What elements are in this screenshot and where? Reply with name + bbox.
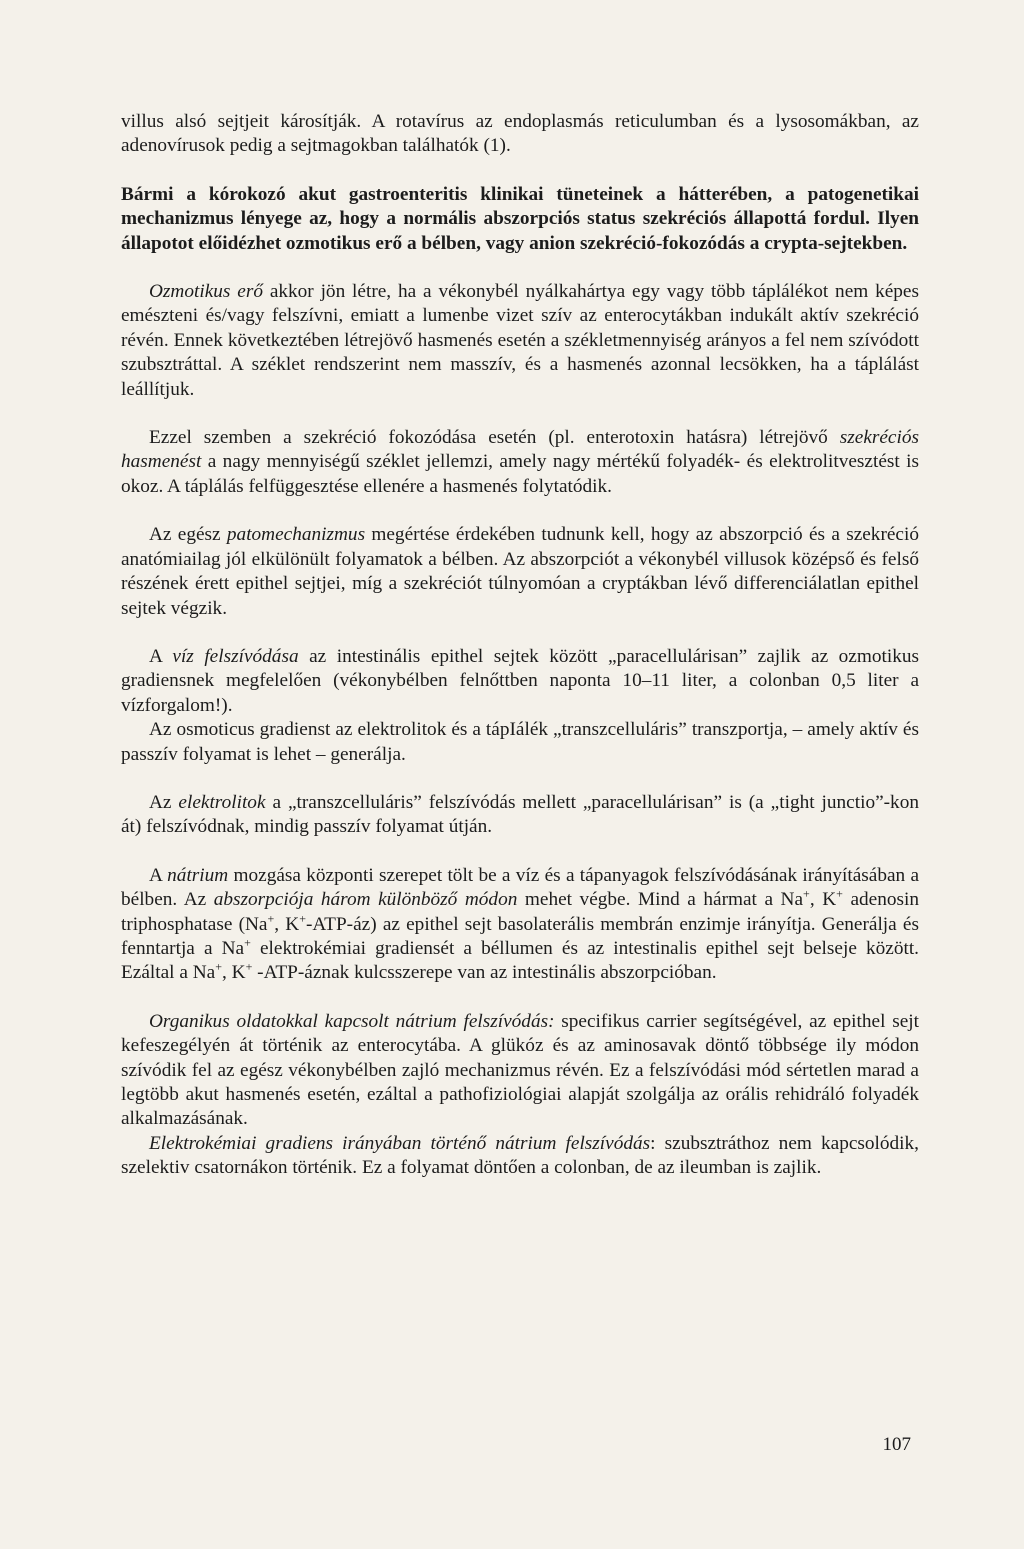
text-segment: , K xyxy=(274,913,300,935)
paragraph-p9 xyxy=(121,864,919,986)
text-segment: A xyxy=(149,645,173,667)
paragraph-p10 xyxy=(121,1010,919,1132)
text-segment: abszorpciója három különböző módon xyxy=(213,889,518,911)
text-segment: nátrium xyxy=(167,864,229,886)
text-segment: akkor jön létre, ha a vékonybél nyálkahártya egy vagy több táplálékot nem képes emészteni és/vagy felszívni, emiatt a lumenbe vizet szív az enterocytákban indukált aktív szekréció révén. Ennek következtében létrejövő hasmenés esetén a székletmennyiség arányos a fel nem szívódott szubsztráttal. A széklet rendszerint nem masszív, és a hasmenés azonnal lecsökken, ha a táplálást leállítjuk. xyxy=(121,281,919,400)
paragraph-p7 xyxy=(121,718,919,767)
text-segment: a nagy mennyiségű széklet jellemzi, amely nagy mértékű folyadék- és elektrolitvesztést is okoz. A táplálás felfüggesztése ellenére a hasmenés folytatódik. xyxy=(121,451,919,497)
text-segment: elektrokémiai gradiensét a béllumen és az intestinalis epithel sejt belseje között. Ezáltal a Na xyxy=(121,937,919,984)
text-segment: + xyxy=(299,911,306,926)
paragraph-p11 xyxy=(121,1132,919,1181)
paragraph-p2 xyxy=(121,183,919,256)
text-segment: elektrolitok xyxy=(178,791,266,813)
text-segment: , K xyxy=(222,962,246,984)
paragraph-p1 xyxy=(121,110,919,159)
text-segment: -ATP-áznak kulcsszerepe van az intestinális abszorpcióban. xyxy=(252,962,717,984)
text-segment: Bármi a kórokozó akut gastroenteritis klinikai tüneteinek a hátterében, a patogenetikai mechanizmus lényege az, hogy a normális abszorpciós status szekréciós állapottá fordul. Ilyen állapotot előidézhet ozmotikus erő a bélben, vagy anion szekréció-fokozódás a crypta-sejtekben. xyxy=(121,183,919,254)
text-segment: + xyxy=(244,935,251,950)
text-segment: adenosin triphosphatase (Na xyxy=(121,889,919,935)
text-segment: Elektrokémiai gradiens irányában történő nátrium felszívódás xyxy=(149,1132,651,1154)
paragraph-p4 xyxy=(121,426,919,499)
text-segment: Ozmotikus erő xyxy=(149,281,263,303)
text-segment: + xyxy=(245,959,253,974)
text-segment: , K xyxy=(809,889,837,911)
text-segment: mehet végbe. Mind a hármat a Na xyxy=(517,889,804,911)
text-segment: Ezzel szemben a szekréció fokozódása esetén (pl. enterotoxin hatásra) létrejövő xyxy=(149,427,840,449)
text-segment: Organikus oldatokkal kapcsolt nátrium felszívódás: xyxy=(149,1010,555,1032)
text-segment: A xyxy=(149,864,168,886)
page-number: 107 xyxy=(882,1434,911,1455)
text-segment: + xyxy=(267,911,275,926)
body-text xyxy=(121,110,919,1181)
paragraph-p3 xyxy=(121,280,919,402)
text-segment: + xyxy=(803,886,810,901)
text-segment: + xyxy=(836,886,843,901)
text-segment: mozgása központi szerepet tölt be a víz és a tápanyagok felszívódásának irányításában a bélben. Az xyxy=(121,864,920,911)
paragraph-p6 xyxy=(121,645,919,718)
text-segment: villus alsó sejtjeit károsítják. A rotavírus az endoplasmás reticulumban és a lysosomákban, az adenovírusok pedig a sejtmagokban találhatók (1). xyxy=(121,111,919,157)
text-segment: + xyxy=(215,959,222,974)
paragraph-p8 xyxy=(121,791,919,840)
text-segment: az intestinális epithel sejtek között „paracellulárisan” zajlik az ozmotikus gradiensnek megfelelően (vékonybélben felnőttben naponta 10–11 liter, a colonban 0,5 liter a vízforgalom!). xyxy=(121,645,920,716)
text-segment: patomechanizmus xyxy=(226,524,366,546)
text-segment: specifikus carrier segítségével, az epithel sejt kefeszegélyén át történik az enterocytába. A glükóz és az aminosavak döntő többsége ily módon szívódik fel az egész vékonybélben zajló mechanizmus révén. Ez a felszívódási mód sértetlen marad a legtöbb akut hasmenés esetén, ezáltal a pathofiziológiai alapját szolgálja az orális rehidráló folyadék alkalmazásának. xyxy=(121,1010,919,1130)
text-segment: : szubsztráthoz nem kapcsolódik, szelektiv csatornákon történik. Ez a folyamat döntően a colonban, de az ileumban is zajlik. xyxy=(121,1132,919,1179)
text-segment: megértése érdekében tudnunk kell, hogy az abszorpció és a szekréció anatómiailag jól elkülönült folyamatok a bélben. Az abszorpciót a vékonybél villusok középső és felső részének érett epithel sejtjei, míg a szekréciót túlnyomóan a cryptákban lévő differenciálatlan epithel sejtek végzik. xyxy=(121,524,919,619)
text-segment: Az osmoticus gradienst az elektrolitok és a tápIálék „transzcelluláris” transzportja, – amely aktív és passzív folyamat is lehet – generálja. xyxy=(121,719,919,765)
text-segment: a „transzcelluláris” felszívódás mellett „paracellulárisan” is (a „tight junctio”-kon át) felszívódnak, mindig passzív folyamat útján. xyxy=(121,791,919,838)
text-segment: Az egész xyxy=(149,524,227,546)
text-segment: szekréciós hasmenést xyxy=(121,427,919,473)
paragraph-p5 xyxy=(121,523,919,621)
text-segment: -ATP-áz) az epithel sejt basolaterális membrán enzimje irányítja. Generálja és fenntartja a Na xyxy=(121,913,919,959)
text-segment: Az xyxy=(149,791,179,813)
text-segment: víz felszívódása xyxy=(172,645,299,667)
